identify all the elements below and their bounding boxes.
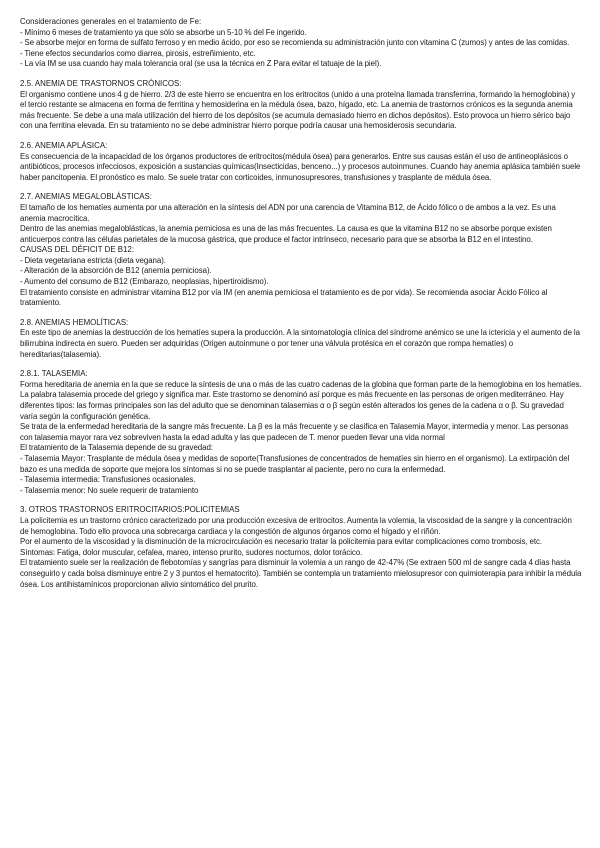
intro-heading: Consideraciones generales en el tratamiento de Fe: (20, 17, 202, 26)
treatment-item: - Talasemia intermedia: Transfusiones ocasionales. (20, 475, 196, 485)
section-paragraph: Se trata de la enfermedad hereditaria de la sangre más frecuente. La β es la más frecuente y se clasifica en Talasemia Mayor, intermedia y menor. Las personas con talasemia mayor rara vez sobreviven hasta la edad adulta y las que padecen de T. menor pueden llevar una vida normal (20, 422, 569, 442)
section-paragraph: El organismo contiene unos 4 g de hierro. 2/3 de este hierro se encuentra en los eritrocitos (unido a una proteína llamada transferrina, formando la hemoglobina) y el tercio restante se almacena en forma de ferritina y hemosiderina en la médula ósea, bazo, hígado, etc. La anemia de trastornos crónicos es la segunda anemia más frecuente. Se debe a una mala utilización del hierro de los depósitos (se acumula demasiado hierro en dichos depósitos). Esto provoca un hierro sérico bajo con una ferritina elevada. En su tratamiento no se debe administrar hierro porque podría causar una hemosiderosis secundaria. (20, 89, 576, 131)
section-2-6 (20, 141, 582, 183)
section-2-8 (20, 318, 582, 360)
section-paragraph: El tratamiento consiste en administrar vitamina B12 por vía IM (en anemia perniciosa el tratamiento es de por vida). Se recomienda asociar Ácido Fólico al tratamiento. (20, 287, 548, 308)
section-paragraph: Forma hereditaria de anemia en la que se reduce la síntesis de una o más de las cuatro cadenas de la globina que forman parte de la hemoglobina en los hematíes. La palabra talasemia procede del griego y significa mar. Este trastorno se denominó así porque es más frecuente en las personas de origen mediterráneo. Hay diferentes tipos: las formas principales son las del adulto que se denominan talasemias α o β según estén alterados los genes de la cadena α o β. Su gravedad varía según la configuración genética. (20, 379, 582, 421)
section-2-8-1 (20, 369, 582, 496)
section-2-5 (20, 79, 582, 132)
treatment-heading: El tratamiento de la Talasemia depende de su gravedad: (20, 443, 213, 453)
causes-heading: CAUSAS DEL DÉFICIT DE B12: (20, 245, 135, 255)
cause-item: - Alteración de la absorción de B12 (anemia perniciosa). (20, 266, 212, 276)
cause-item: - Aumento del consumo de B12 (Embarazo, neoplasias, hipertiroidismo). (20, 277, 269, 287)
intro-item: - Mínimo 6 meses de tratamiento ya que sólo se absorbe un 5-10 % del Fe ingerido. (20, 27, 307, 37)
section-paragraph: La policitemia es un trastorno crónico caracterizado por una producción excesiva de eritrocitos. Aumenta la volemia, la viscosidad de la sangre y la concentración de hemoglobina. Todo ello provoca una sobrecarga cardiaca y la congestión de algunos órganos como el hígado y el riñón. (20, 515, 572, 536)
section-paragraph: Es consecuencia de la incapacidad de los órganos productores de eritrocitos(médula ósea) para generarlos. Entre sus causas están el uso de antineoplásicos o antibióticos, procesos infecciosos, exposición a sustancias químicas(Insecticidas, benceno...) y procesos autoinmunes. Cuando hay anemia aplásica también suele haber pancitopenia. El pronóstico es malo. Se suele tratar con corticoides, inmunosupresores, transfusiones y trasplante de médula ósea. (20, 151, 581, 182)
section-paragraph: El tratamiento suele ser la realización de flebotomías y sangrías para disminuir la volemia a un rango de 42-47% (Se extraen 500 ml de sangre cada 4 días hasta conseguirlo y cada bolsa disminuye entre 2 y 3 puntos el hematocrito). También se contempla un tratamiento mielosupresor con quimioterapia para inhibir la médula ósea. Los antihistamínicos proporcionan alivio sintomático del prurito. (20, 558, 582, 589)
intro-item: - La vía IM se usa cuando hay mala tolerancia oral (se usa la técnica en Z Para evitar el tatuaje de la piel). (20, 59, 382, 69)
intro-item: - Se absorbe mejor en forma de sulfato ferroso y en medio ácido, por eso se recomienda su administración junto con vitamina C (zumos) y antes de las comidas. (20, 38, 570, 48)
section-paragraph: El tamaño de los hematíes aumenta por una alteración en la síntesis del ADN por una carencia de Vitamina B12, de Ácido fólico o de ambos a la vez. Es una anemia macrocítica. (20, 202, 556, 223)
section-heading: 2.7. ANEMIAS MEGALOBLÁSTICAS: (20, 192, 152, 202)
section-paragraph: Por el aumento de la viscosidad y la disminución de la microcirculación es necesario tratar la policitemia para evitar complicaciones como trombosis, etc. (20, 537, 543, 547)
section-3 (20, 505, 582, 590)
section-paragraph: Dentro de las anemias megaloblásticas, la anemia perniciosa es una de las más frecuentes. La causa es que la vitamina B12 no se absorbe porque existen anticuerpos contra las células parietales de la mucosa gástrica, que produce el factor intrínseco, necesario para que se absorba la B12 en el intestino. (20, 224, 552, 244)
intro-section (20, 17, 582, 70)
section-heading: 2.8. ANEMIAS HEMOLÍTICAS: (20, 317, 129, 327)
section-paragraph: En este tipo de anemias la destrucción de los hematíes supera la producción. A la sintomatología clínica del síndrome anémico se une la ictericia y el aumento de la bilirrubina indirecta en suero. Pueden ser adquiridas (Origen autoinmune o por tener una válvula protésica en el corazón que rompa hematíes) o hereditarias(talasemia). (20, 328, 580, 359)
intro-item: - Tiene efectos secundarios como diarrea, pirosis, estreñimiento, etc. (20, 48, 256, 58)
cause-item: - Dieta vegetariana estricta (dieta vegana). (20, 255, 166, 265)
section-heading: 2.8.1. TALASEMIA: (20, 369, 88, 379)
section-2-7 (20, 192, 582, 309)
treatment-item: - Talasemia menor: No suele requerir de tratamiento (20, 485, 199, 495)
section-heading: 2.6. ANEMIA APLÁSICA: (20, 140, 108, 150)
section-heading: 3. OTROS TRASTORNOS ERITROCITARIOS:POLICITEMIAS (20, 505, 240, 515)
treatment-item: - Talasemia Mayor: Trasplante de médula ósea y medidas de soporte(Transfusiones de concentrados de hematíes sin hierro en el organismo). La extirpación del bazo es una medida de soporte que mejora los síntomas si no se puede trasplantar al paciente, pero no cura la enfermedad. (20, 453, 570, 474)
section-heading: 2.5. ANEMIA DE TRASTORNOS CRÓNICOS: (20, 78, 182, 88)
section-paragraph: Síntomas: Fatiga, dolor muscular, cefalea, mareo, intenso prurito, sudores nocturnos, dolor torácico. (20, 547, 363, 557)
